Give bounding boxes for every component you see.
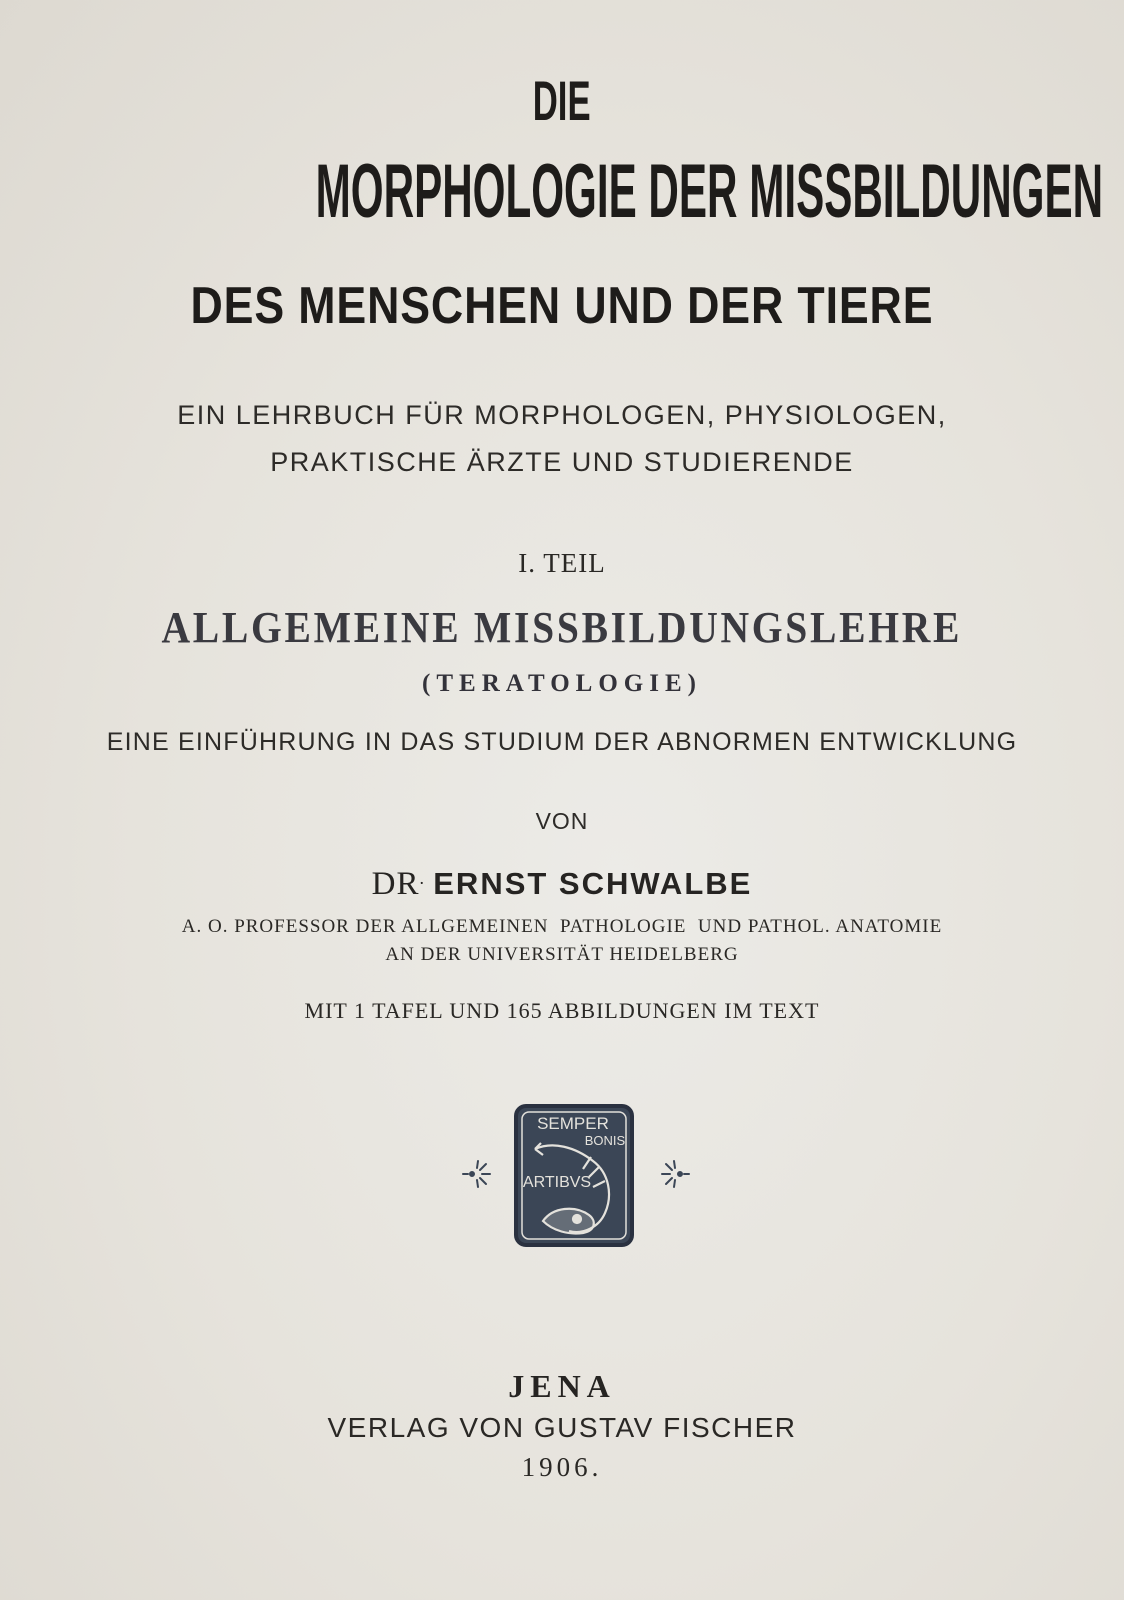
by-line: VON: [535, 808, 589, 834]
subtitle-line-2: PRAKTISCHE ÄRZTE UND STUDIERENDE: [270, 447, 854, 477]
imprint-year: 1906.: [521, 1452, 603, 1482]
part-description: EINE EINFÜHRUNG IN DAS STUDIUM DER ABNORMEN ENTWICKLUNG: [106, 728, 1018, 756]
part-title: ALLGEMEINE MISSBILDUNGSLEHRE: [161, 603, 963, 652]
imprint-city: JENA: [508, 1368, 616, 1404]
device-text-3: ARTIBVS: [522, 1174, 592, 1191]
author-fullname: ERNST SCHWALBE: [433, 866, 753, 901]
printer-device: [513, 1103, 635, 1248]
title-line-2: MORPHOLOGIE DER MISSBILDUNGEN: [315, 149, 1104, 234]
right-ornament-icon: [660, 1158, 692, 1190]
author-affiliation-1: A. O. PROFESSOR DER ALLGEMEINEN PATHOLOGIE UND PATHOL. ANATOMIE: [181, 916, 943, 937]
author-name: [0, 866, 1124, 903]
title-line-1: DIE: [533, 69, 591, 132]
imprint-publisher: VERLAG VON GUSTAV FISCHER: [327, 1412, 797, 1443]
author-affiliation-2: AN DER UNIVERSITÄT HEIDELBERG: [385, 944, 739, 965]
device-text-1: SEMPER: [537, 1114, 609, 1133]
illustrations-note: MIT 1 TAFEL UND 165 ABBILDUNGEN IM TEXT: [304, 998, 820, 1023]
device-text-2: BONIS: [584, 1133, 626, 1148]
left-ornament-icon: [460, 1158, 492, 1190]
author-prefix: DR.: [371, 866, 425, 902]
part-number: I. TEIL: [518, 548, 606, 578]
title-line-3: DES MENSCHEN UND DER TIERE: [190, 277, 934, 335]
part-alt-title: (TERATOLOGIE): [422, 670, 702, 697]
subtitle-line-1: EIN LEHRBUCH FÜR MORPHOLOGEN, PHYSIOLOGEN,: [177, 400, 947, 430]
